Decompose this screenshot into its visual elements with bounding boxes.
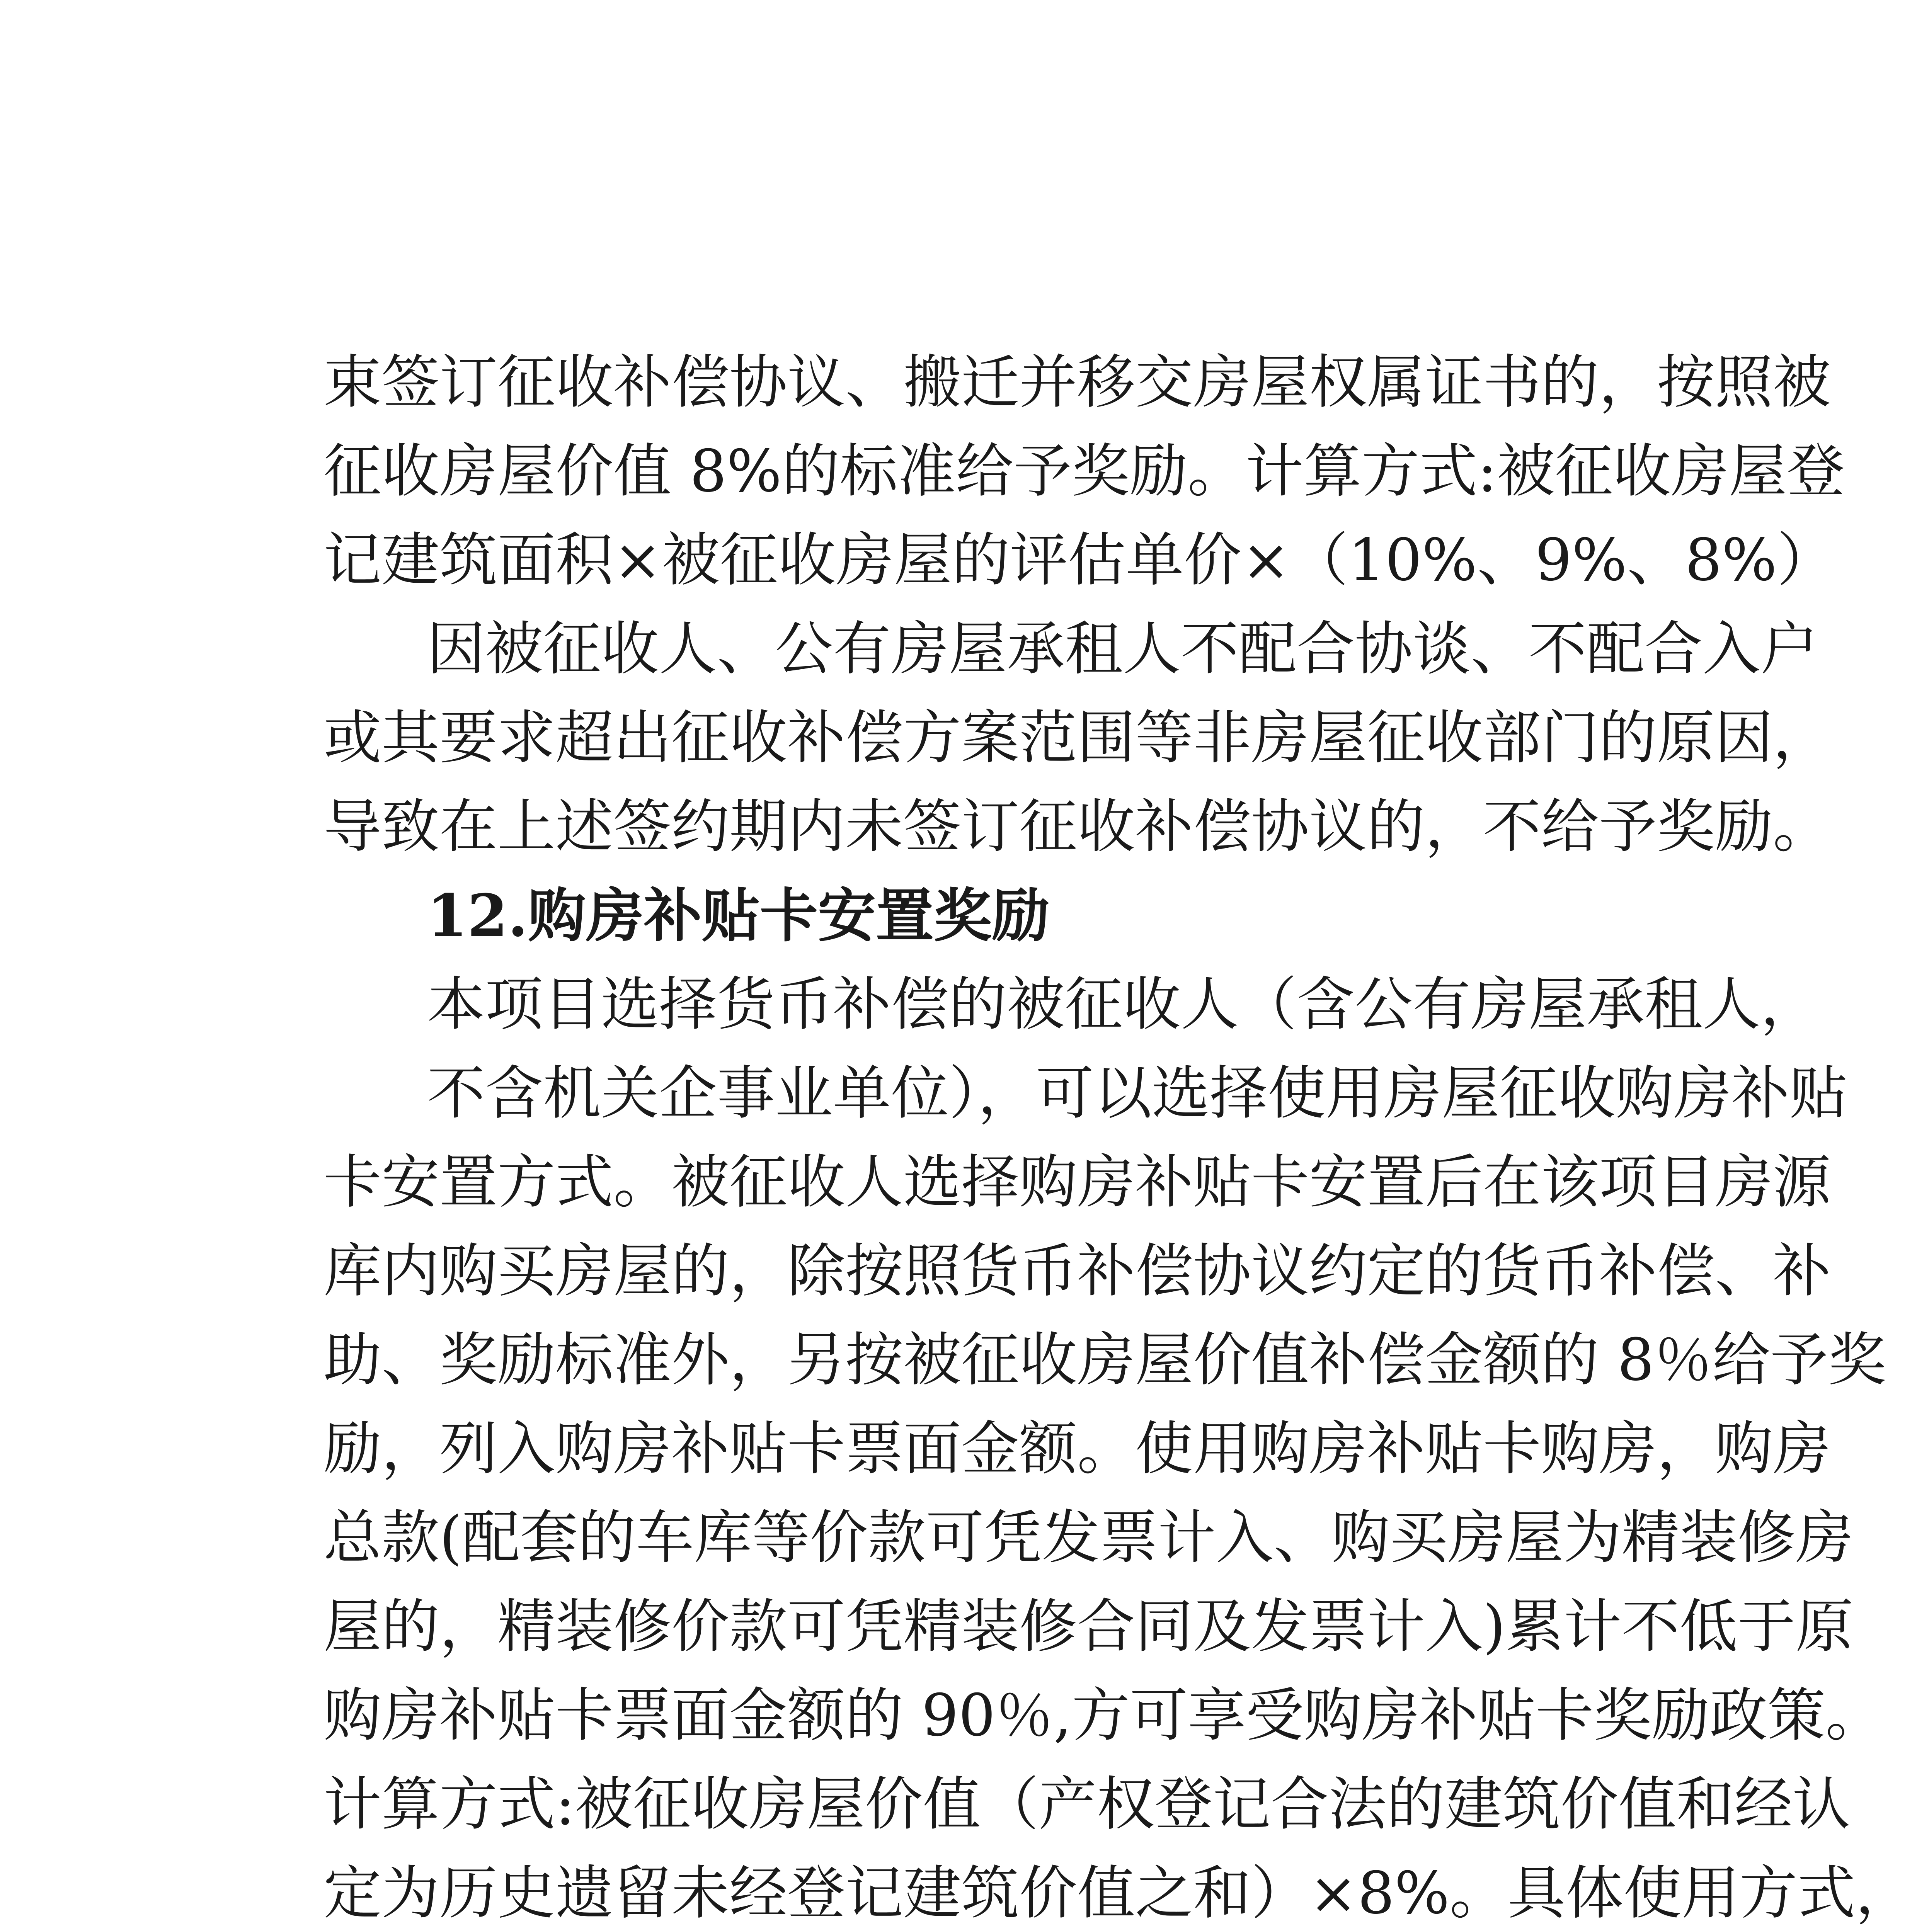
body-text-line: 束签订征收补偿协议、搬迁并移交房屋权属证书的，按照被 (323, 349, 1831, 416)
body-text-line: 总款(配套的车库等价款可凭发票计入、购买房屋为精装修房 (323, 1504, 1854, 1571)
body-text-line: 库内购买房屋的，除按照货币补偿协议约定的货币补偿、补 (323, 1238, 1831, 1305)
body-text-line: 励，列入购房补贴卡票面金额。使用购房补贴卡购房，购房 (323, 1415, 1831, 1483)
body-text-line: 记建筑面积×被征收房屋的评估单价×（10%、9%、8%） (323, 527, 1835, 594)
body-text-line: 定为历史遗留未经登记建筑价值之和）×8%。具体使用方式， (323, 1860, 1914, 1927)
body-text-line: 购房补贴卡票面金额的 90％,方可享受购房补贴卡奖励政策。 (323, 1682, 1884, 1749)
body-text-line: 屋的，精装修价款可凭精装修合同及发票计入)累计不低于原 (323, 1593, 1854, 1660)
paragraph-first-line: 因被征收人、公有房屋承租人不配合协谈、不配合入户 (427, 616, 1819, 683)
section-heading-purchase-subsidy-card: 12.购房补贴卡安置奖励 (427, 882, 1050, 950)
body-text-line: 计算方式:被征收房屋价值（产权登记合法的建筑价值和经认 (323, 1771, 1851, 1838)
body-text-line: 征收房屋价值 8%的标准给予奖励。计算方式:被征收房屋登 (323, 438, 1845, 505)
body-text-line: 导致在上述签约期内未签订征收补偿协议的，不给予奖励。 (323, 793, 1831, 861)
paragraph-first-line: 本项目选择货币补偿的被征收人（含公有房屋承租人， (427, 971, 1819, 1038)
body-text-line: 或其要求超出征收补偿方案范围等非房屋征收部门的原因， (323, 704, 1831, 772)
body-text-line: 卡安置方式。被征收人选择购房补贴卡安置后在该项目房源 (323, 1149, 1831, 1216)
body-text-line: 不含机关企事业单位），可以选择使用房屋征收购房补贴 (427, 1060, 1848, 1127)
body-text-line: 助、奖励标准外，另按被征收房屋价值补偿金额的 8％给予奖 (323, 1327, 1886, 1394)
